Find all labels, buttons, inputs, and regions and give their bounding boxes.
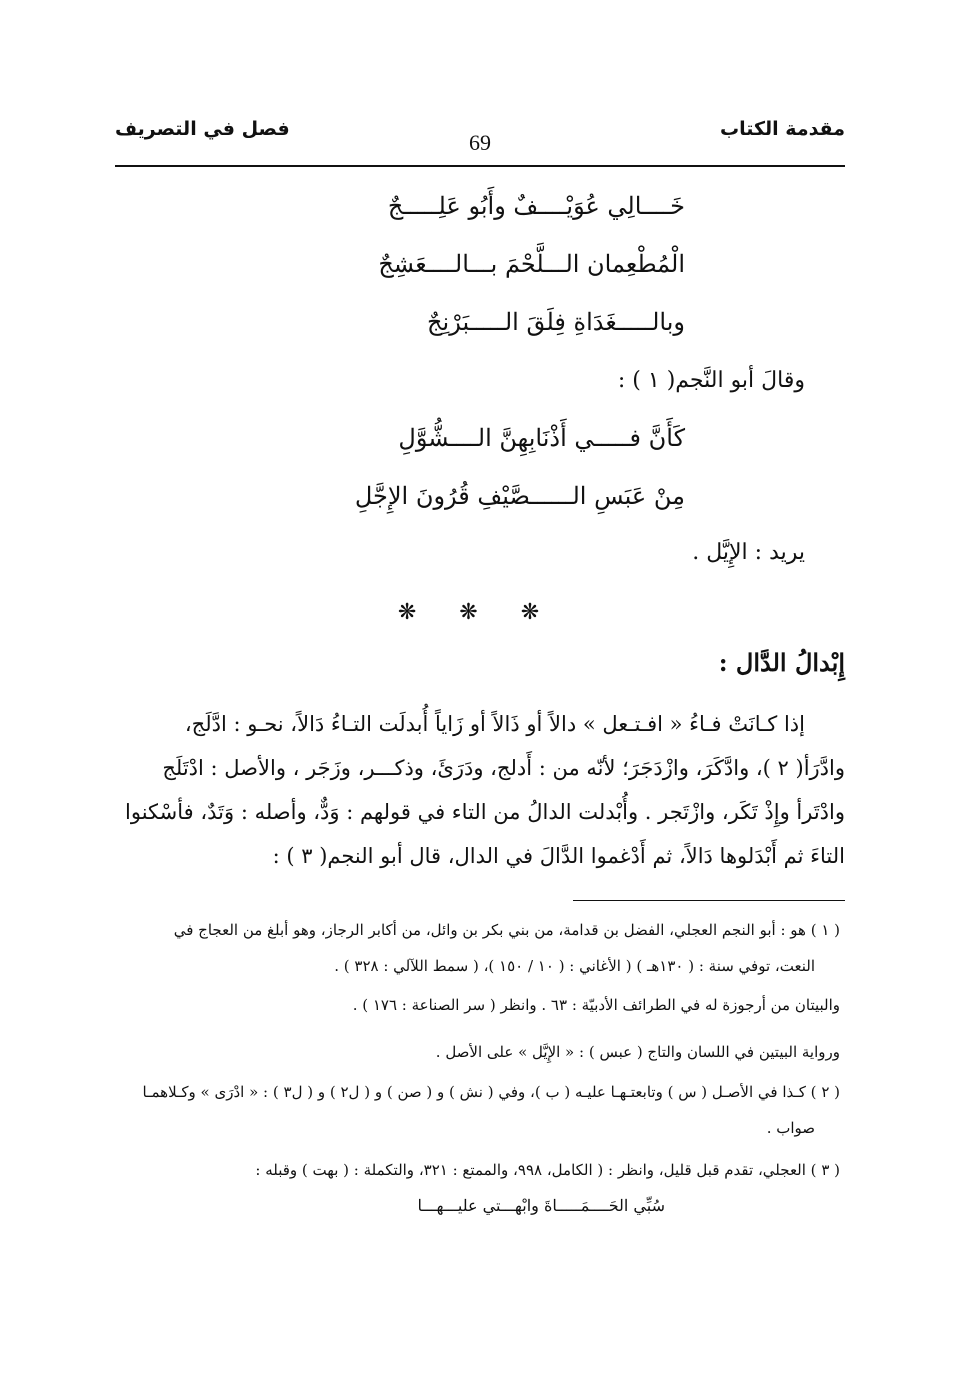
verse-line: مِنْ عَبَسِ الــــــصَّيْفِ قُرُونَ الإِجَّلِ <box>354 482 685 510</box>
header-rule <box>115 165 845 167</box>
footnote-line: ( ٢ ) كـذا في الأصـل ( س ) وتابعتـهـا عليـه ( ب )، وفي ( نش ) و ( صن ) و ( ل٢ ) و ( ل٣ ) : « ادْرَى » وكـلاهمـا <box>142 1083 840 1101</box>
verse-line: وبالـــــغَدَاةِ فِلَقَ الـــــبَرْنِجٌ <box>427 308 685 336</box>
footnote-verse: سُبِّي الحَــــمَـــــاةَ وابْهـــتي عليـــهـــا <box>417 1196 665 1215</box>
section-divider: ❋ ❋ ❋ <box>397 600 558 625</box>
verse-line: الْمُطْعِمان الـــلَّحْمَ بـــالــــعَشِجٌ <box>378 250 685 278</box>
verse-line: كَأَنَّ فـــــي أَذْنَابِهِنَّ الــــشُّوَّلِ <box>398 424 685 452</box>
paragraph-line: وادَّرَأ( ٢ )، وادَّكَرَ، وازْدَجَرَ؛ لأنّه من : أَدلج، ودَرَئَ، وذكـــر، وزَجَر ، والأصل : ادْتَلَج <box>162 756 845 780</box>
section-running-title: فصل في التصريف <box>115 118 290 140</box>
paragraph-line: إذا كـانَتْ فـاءُ « افـتـعل » دالاً أو ذَالاً أو زَاياً أُبدلَت التـاءُ دَالاً، نحـو : ادَّلَج، <box>184 712 805 736</box>
footnote-line: والبيتان من أرجوزة له في الطرائف الأدبيّة : ٦٣ . وانظر ( سر الصناعة : ١٧٦ ) . <box>352 996 840 1014</box>
footnote-rule <box>573 900 845 901</box>
verse-intro: وقالَ أبو النَّجم( ١ ) : <box>617 368 805 393</box>
page-number: 69 <box>469 130 491 155</box>
footnote-line: ورواية البيتين في اللسان والتاج ( عبس ) : « الإِيَّل » على الأصل . <box>435 1043 840 1061</box>
paragraph-line: التاءَ ثم أَبْدَلوها دَالاً، ثم أَدْغموا الدَّالَ في الدال، قال أبو النجم( ٣ ) : <box>272 844 845 868</box>
footnote-line: صواب . <box>766 1119 815 1137</box>
section-heading: إِبْدالُ الدَّال : <box>718 648 845 677</box>
footnote-line: ( ٣ ) العجلي، تقدم قبل قليل، وانظر : ( الكامل، ٩٩٨، والممتع : ٣٢١، والتكملة : ( بهت ) وقبله : <box>255 1161 840 1179</box>
footnote-line: ( ١ ) هو : أبو النجم العجلي، الفضل بن قدامة، من بني بكر بن وائل، من أكابر الرجاز، وهو أبلغ من العجاج في <box>173 921 840 939</box>
paragraph-line: وادْتَرأ وإِذْ تَكَر، وازْتَجر . وأُبْدلت الدالُ من التاء في قولهم : وَدٌّ، وأصله : وَتَدٌ، فأسْكنوا <box>125 800 845 824</box>
running-header <box>115 118 845 158</box>
verse-line: خَــــالِي عُوَيْــــفٌ وأَبُو عَلِـــــجٌ <box>387 192 685 220</box>
verse-meaning: يريد : الإِيَّل . <box>692 540 805 565</box>
chapter-title: مقدمة الكتاب <box>720 118 845 140</box>
footnote-line: النعت، توفي سنة : ( ١٣٠هـ ) ( الأغاني : ( ١٠ / ١٥٠ )، ( سمط اللآلي : ٣٢٨ ) . <box>334 957 815 975</box>
